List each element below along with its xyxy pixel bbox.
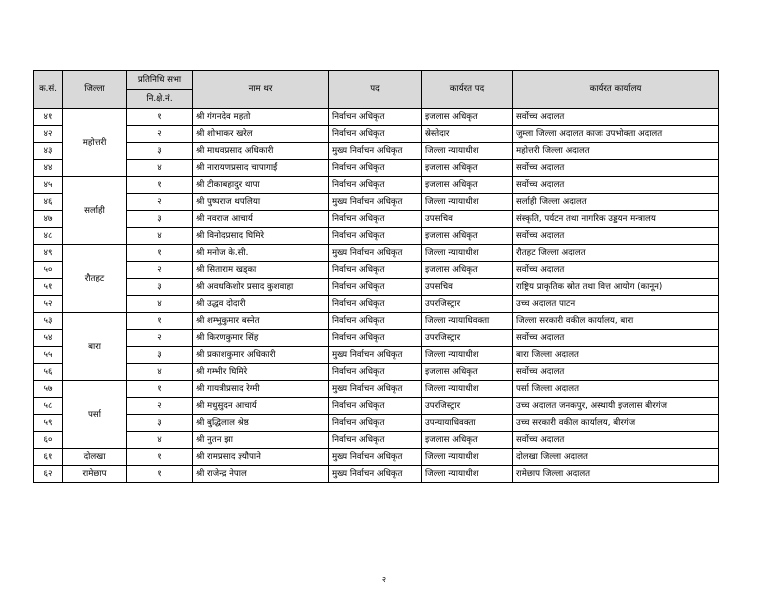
- cell-working-post: उपसचिव: [422, 211, 513, 228]
- cell-district: सर्लाही: [63, 177, 127, 245]
- cell-post: मुख्य निर्वाचन अधिकृत: [329, 381, 422, 398]
- cell-working-post: उपरजिस्ट्रार: [422, 330, 513, 347]
- cell-name: श्री रामप्रसाद ज्ञ्यौपाने: [193, 449, 329, 466]
- cell-serial-number: ४५: [34, 177, 63, 194]
- cell-office: पर्सा जिल्ला अदालत: [513, 381, 719, 398]
- cell-serial-number: ६१: [34, 449, 63, 466]
- cell-serial-number: ५३: [34, 313, 63, 330]
- cell-district: बारा: [63, 313, 127, 381]
- cell-office: सर्वोच्च अदालत: [513, 330, 719, 347]
- header-constituency-line1: प्रतिनिधि सभा: [127, 71, 193, 90]
- cell-name: श्री नारायणप्रसाद चापागाईं: [193, 160, 329, 177]
- officers-table: [33, 70, 719, 483]
- cell-post: निर्वाचन अधिकृत: [329, 432, 422, 449]
- cell-working-post: इजलास अधिकृत: [422, 432, 513, 449]
- cell-constituency: १: [127, 177, 193, 194]
- table-row: [34, 449, 719, 466]
- cell-serial-number: ५८: [34, 398, 63, 415]
- cell-office: दोलखा जिल्ला अदालत: [513, 449, 719, 466]
- cell-constituency: ३: [127, 143, 193, 160]
- cell-constituency: १: [127, 109, 193, 126]
- table-header: [34, 71, 719, 109]
- cell-name: श्री उद्धव दोदारी: [193, 296, 329, 313]
- cell-office: रामेछाप जिल्ला अदालत: [513, 466, 719, 483]
- cell-constituency: ३: [127, 279, 193, 296]
- header-constituency-line2: नि.क्षे.नं.: [127, 90, 193, 109]
- table-row: [34, 466, 719, 483]
- cell-office: सर्वोच्च अदालत: [513, 432, 719, 449]
- cell-name: श्री पुष्पराज थपलिया: [193, 194, 329, 211]
- table-row: [34, 228, 719, 245]
- table-row: [34, 330, 719, 347]
- cell-constituency: २: [127, 194, 193, 211]
- cell-post: निर्वाचन अधिकृत: [329, 330, 422, 347]
- cell-serial-number: ६२: [34, 466, 63, 483]
- cell-office: सर्वोच्च अदालत: [513, 228, 719, 245]
- cell-constituency: १: [127, 313, 193, 330]
- cell-name: श्री मधुसुदन आचार्य: [193, 398, 329, 415]
- cell-post: मुख्य निर्वाचन अधिकृत: [329, 449, 422, 466]
- cell-name: श्री विनोदप्रसाद घिमिरे: [193, 228, 329, 245]
- cell-post: निर्वाचन अधिकृत: [329, 296, 422, 313]
- cell-name: श्री शोभाकर खरेल: [193, 126, 329, 143]
- cell-office: रौतहट जिल्ला अदालत: [513, 245, 719, 262]
- cell-serial-number: ५७: [34, 381, 63, 398]
- cell-name: श्री नवराज आचार्य: [193, 211, 329, 228]
- cell-constituency: २: [127, 126, 193, 143]
- cell-constituency: २: [127, 262, 193, 279]
- cell-working-post: उपरजिस्ट्रार: [422, 296, 513, 313]
- table-body: [34, 109, 719, 483]
- cell-constituency: १: [127, 449, 193, 466]
- table-row: [34, 296, 719, 313]
- cell-constituency: १: [127, 466, 193, 483]
- cell-post: निर्वाचन अधिकृत: [329, 398, 422, 415]
- cell-post: मुख्य निर्वाचन अधिकृत: [329, 245, 422, 262]
- cell-name: श्री राजेन्द्र नेपाल: [193, 466, 329, 483]
- cell-working-post: जिल्ला न्यायाधीश: [422, 449, 513, 466]
- cell-serial-number: ५१: [34, 279, 63, 296]
- cell-working-post: जिल्ला न्यायाधीश: [422, 466, 513, 483]
- cell-office: उच्च अदालत पाटन: [513, 296, 719, 313]
- cell-working-post: जिल्ला न्यायाधीश: [422, 194, 513, 211]
- cell-working-post: जिल्ला न्यायाधिवक्ता: [422, 313, 513, 330]
- table-row: [34, 177, 719, 194]
- cell-working-post: जिल्ला न्यायाधीश: [422, 381, 513, 398]
- table-row: [34, 381, 719, 398]
- cell-name: श्री माधवप्रसाद अधिकारी: [193, 143, 329, 160]
- cell-office: सर्वोच्च अदालत: [513, 109, 719, 126]
- table-row: [34, 432, 719, 449]
- cell-constituency: ४: [127, 364, 193, 381]
- cell-serial-number: ५४: [34, 330, 63, 347]
- cell-office: बारा जिल्ला अदालत: [513, 347, 719, 364]
- cell-constituency: ३: [127, 347, 193, 364]
- cell-office: सर्वोच्च अदालत: [513, 364, 719, 381]
- cell-constituency: ३: [127, 211, 193, 228]
- cell-office: सर्वोच्च अदालत: [513, 262, 719, 279]
- cell-working-post: जिल्ला न्यायाधीश: [422, 245, 513, 262]
- cell-constituency: २: [127, 330, 193, 347]
- cell-serial-number: ४७: [34, 211, 63, 228]
- cell-serial-number: ५६: [34, 364, 63, 381]
- cell-post: निर्वाचन अधिकृत: [329, 177, 422, 194]
- cell-name: श्री अवधकिशोर प्रसाद कुशवाहा: [193, 279, 329, 296]
- cell-office: राष्ट्रिय प्राकृतिक स्रोत तथा वित्त आयोग (कानून): [513, 279, 719, 296]
- cell-district: रामेछाप: [63, 466, 127, 483]
- cell-name: श्री सिताराम खड्का: [193, 262, 329, 279]
- cell-name: श्री टीकाबहादुर थापा: [193, 177, 329, 194]
- cell-working-post: इजलास अधिकृत: [422, 262, 513, 279]
- cell-constituency: १: [127, 245, 193, 262]
- cell-constituency: ४: [127, 432, 193, 449]
- table-row: [34, 313, 719, 330]
- cell-name: श्री नुतन झा: [193, 432, 329, 449]
- cell-post: निर्वाचन अधिकृत: [329, 415, 422, 432]
- cell-post: निर्वाचन अधिकृत: [329, 262, 422, 279]
- table-row: [34, 279, 719, 296]
- cell-post: निर्वाचन अधिकृत: [329, 313, 422, 330]
- table-row: [34, 211, 719, 228]
- cell-working-post: उपन्यायाधिवक्ता: [422, 415, 513, 432]
- cell-district: रौतहट: [63, 245, 127, 313]
- cell-serial-number: ५९: [34, 415, 63, 432]
- header-name: नाम थर: [193, 71, 329, 109]
- header-office: कार्यरत कार्यालय: [513, 71, 719, 109]
- cell-name: श्री गम्भीर घिमिरे: [193, 364, 329, 381]
- cell-constituency: ३: [127, 415, 193, 432]
- cell-office: सर्वोच्च अदालत: [513, 177, 719, 194]
- cell-post: मुख्य निर्वाचन अधिकृत: [329, 347, 422, 364]
- cell-constituency: ४: [127, 228, 193, 245]
- cell-serial-number: ५५: [34, 347, 63, 364]
- cell-post: निर्वाचन अधिकृत: [329, 211, 422, 228]
- header-serial-number: क.सं.: [34, 71, 63, 109]
- cell-post: मुख्य निर्वाचन अधिकृत: [329, 194, 422, 211]
- header-district: जिल्ला: [63, 71, 127, 109]
- cell-serial-number: ४९: [34, 245, 63, 262]
- cell-working-post: इजलास अधिकृत: [422, 160, 513, 177]
- table-row: [34, 415, 719, 432]
- cell-post: निर्वाचन अधिकृत: [329, 364, 422, 381]
- cell-post: निर्वाचन अधिकृत: [329, 160, 422, 177]
- cell-post: निर्वाचन अधिकृत: [329, 279, 422, 296]
- cell-working-post: इजलास अधिकृत: [422, 109, 513, 126]
- cell-office: सर्लाही जिल्ला अदालत: [513, 194, 719, 211]
- cell-serial-number: ४२: [34, 126, 63, 143]
- cell-office: जुम्ला जिल्ला अदालत काजः उपभोक्ता अदालत: [513, 126, 719, 143]
- cell-office: महोत्तरी जिल्ला अदालत: [513, 143, 719, 160]
- cell-office: जिल्ला सरकारी वकील कार्यालय, बारा: [513, 313, 719, 330]
- cell-district: पर्सा: [63, 381, 127, 449]
- cell-serial-number: ४४: [34, 160, 63, 177]
- cell-working-post: उपसचिव: [422, 279, 513, 296]
- table-row: [34, 143, 719, 160]
- cell-serial-number: ४१: [34, 109, 63, 126]
- cell-name: श्री प्रकाशकुमार अधिकारी: [193, 347, 329, 364]
- cell-post: निर्वाचन अधिकृत: [329, 228, 422, 245]
- cell-serial-number: ४३: [34, 143, 63, 160]
- table-row: [34, 194, 719, 211]
- cell-constituency: २: [127, 398, 193, 415]
- table-row: [34, 109, 719, 126]
- cell-post: निर्वाचन अधिकृत: [329, 126, 422, 143]
- cell-district: महोत्तरी: [63, 109, 127, 177]
- cell-office: उच्च अदालत जनकपुर, अस्थायी इजलास बीरगंज: [513, 398, 719, 415]
- table-row: [34, 262, 719, 279]
- cell-post: निर्वाचन अधिकृत: [329, 109, 422, 126]
- cell-name: श्री गंगनदेव महतो: [193, 109, 329, 126]
- cell-name: श्री मनोज के.सी.: [193, 245, 329, 262]
- header-post: पद: [329, 71, 422, 109]
- cell-constituency: ४: [127, 296, 193, 313]
- table-row: [34, 245, 719, 262]
- table-row: [34, 160, 719, 177]
- cell-working-post: इजलास अधिकृत: [422, 228, 513, 245]
- cell-name: श्री किरणकुमार सिंह: [193, 330, 329, 347]
- table-row: [34, 347, 719, 364]
- cell-serial-number: ४६: [34, 194, 63, 211]
- cell-post: मुख्य निर्वाचन अधिकृत: [329, 143, 422, 160]
- cell-constituency: १: [127, 381, 193, 398]
- page-number: २: [381, 575, 387, 584]
- cell-name: श्री बुद्धिलाल श्रेष्ठ: [193, 415, 329, 432]
- table-row: [34, 398, 719, 415]
- cell-serial-number: ४८: [34, 228, 63, 245]
- cell-working-post: इजलास अधिकृत: [422, 364, 513, 381]
- cell-name: श्री गायत्रीप्रसाद रेग्मी: [193, 381, 329, 398]
- cell-post: मुख्य निर्वाचन अधिकृत: [329, 466, 422, 483]
- cell-serial-number: ५०: [34, 262, 63, 279]
- cell-working-post: उपरजिस्ट्रार: [422, 398, 513, 415]
- cell-constituency: ४: [127, 160, 193, 177]
- cell-serial-number: ५२: [34, 296, 63, 313]
- cell-office: सर्वोच्च अदालत: [513, 160, 719, 177]
- cell-office: संस्कृति, पर्यटन तथा नागरिक उड्डयन मन्त्रालय: [513, 211, 719, 228]
- cell-district: दोलखा: [63, 449, 127, 466]
- cell-working-post: इजलास अधिकृत: [422, 177, 513, 194]
- cell-office: उच्च सरकारी वकील कार्यालय, बीरगंज: [513, 415, 719, 432]
- cell-name: श्री शम्भुकुमार बस्नेत: [193, 313, 329, 330]
- cell-working-post: स्रेस्तेदार: [422, 126, 513, 143]
- cell-working-post: जिल्ला न्यायाधीश: [422, 347, 513, 364]
- table-row: [34, 126, 719, 143]
- cell-working-post: जिल्ला न्यायाधीश: [422, 143, 513, 160]
- table-row: [34, 364, 719, 381]
- cell-serial-number: ६०: [34, 432, 63, 449]
- header-working-post: कार्यरत पद: [422, 71, 513, 109]
